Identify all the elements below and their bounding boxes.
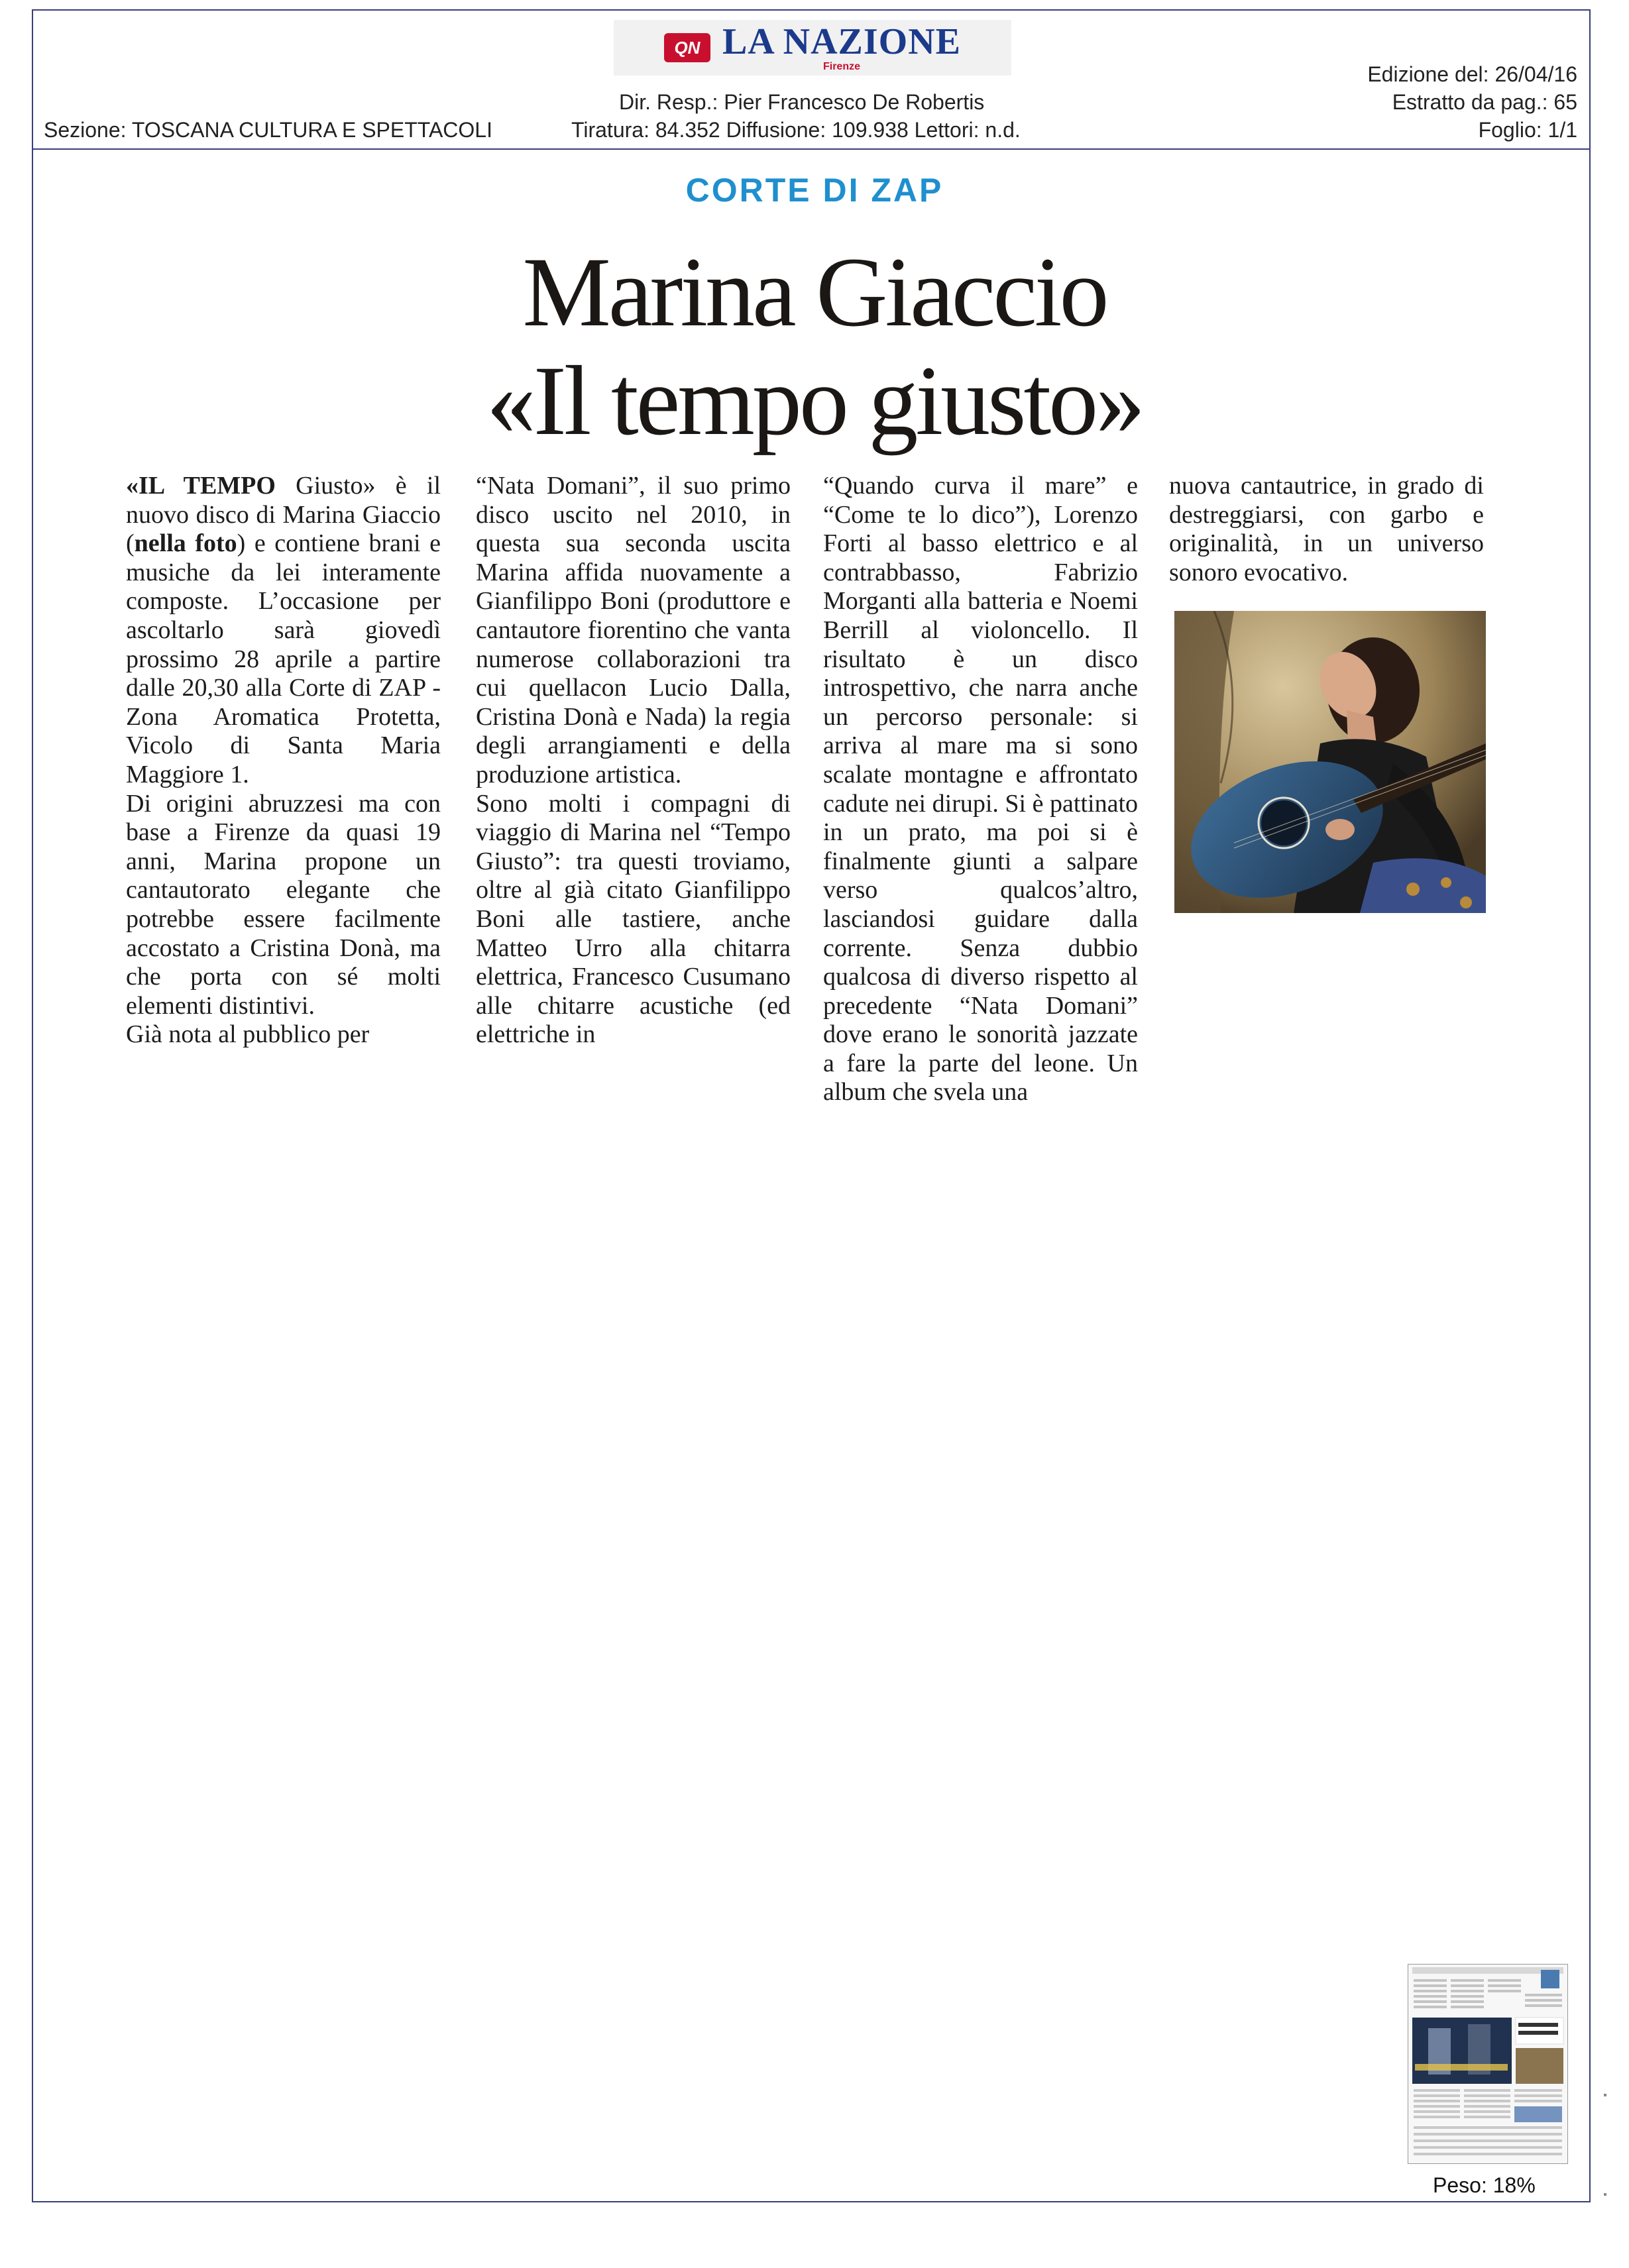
- article-column-1: [126, 472, 441, 1050]
- article-column-4: [1169, 472, 1484, 587]
- sheet-number: Foglio: 1/1: [1478, 118, 1577, 142]
- column-3-paragraph-1: “Quando curva il mare” e “Come te lo dico”), Lorenzo Forti al basso elettrico e al contrabbasso, Fabrizio Morganti alla batteria e Noemi Berrill al violoncello. Il risultato è un disco introspettivo, che narra anche un percorso personale: si arriva al mare ma si sono scalate montagne e affrontato cadute nei dirupi. Si è pattinato in un prato, ma poi si è finalmente giunti a salpare verso qualcos’altro, lasciandosi guidare dalla corrente. Senza dubbio qualcosa di diverso rispetto al precedente “Nata Domani” dove erano le sonorità jazzate a fare la parte del leone. Un album che svela una: [823, 472, 1138, 1107]
- extract-page: Estratto da pag.: 65: [1392, 90, 1577, 114]
- section-label: Sezione: TOSCANA CULTURA E SPETTACOLI: [44, 118, 492, 142]
- masthead-logo: [614, 20, 1011, 76]
- header-divider: [32, 148, 1591, 150]
- page-thumbnail: [1408, 1964, 1568, 2164]
- column-4-paragraph-1: nuova cantautrice, in grado di destreggiarsi, con garbo e originalità, in un universo sonoro evocativo.: [1169, 472, 1484, 586]
- newspaper-name: LA NAZIONE: [722, 21, 962, 62]
- column-2-paragraph-1: “Nata Domani”, il suo primo disco uscito nel 2010, in questa sua seconda uscita Marina affida nuovamente a Gianfilippo Boni (produttore e cantautore fiorentino che vanta numerose collaborazioni tra cui quellacon Lucio Dalla, Cristina Donà e Nada) la regia degli arrangiamenti e della produzione artistica.: [476, 472, 791, 788]
- qn-logo-mark: QN: [664, 33, 710, 62]
- headline-line-1: Marina Giaccio: [522, 237, 1107, 347]
- margin-mark: [1604, 2193, 1606, 2196]
- newspaper-city: Firenze: [822, 61, 860, 72]
- lead-in: «IL TEMPO: [126, 472, 276, 500]
- artist-photo: [1174, 611, 1486, 913]
- column-1-paragraph-2: Di origini abruzzesi ma con base a Firenze da quasi 19 anni, Marina propone un cantautorato elegante che potrebbe essere facilmente accostato a Cristina Donà, ma che porta con sé molti elementi distintivi.: [126, 789, 441, 1020]
- weight-label: Peso: 18%: [1433, 2173, 1536, 2197]
- edition-date: Edizione del: 26/04/16: [1367, 62, 1577, 86]
- photo-reference: nella foto: [134, 529, 237, 558]
- margin-mark: [1604, 2094, 1606, 2096]
- circulation-line: Tiratura: 84.352 Diffusione: 109.938 Lettori: n.d.: [571, 118, 1021, 142]
- article-column-3: [823, 472, 1138, 1107]
- column-1-paragraph-1: «IL TEMPO Giusto» è il nuovo disco di Marina Giaccio (nella foto) e contiene brani e musiche da lei interamente composte. L’occasione per ascoltarlo sarà giovedì prossimo 28 aprile a partire dalle 20,30 alla Corte di ZAP - Zona Aromatica Protetta, Vicolo di Santa Maria Maggiore 1.: [126, 472, 441, 788]
- director-line: Dir. Resp.: Pier Francesco De Robertis: [619, 90, 985, 114]
- column-2-paragraph-2: Sono molti i compagni di viaggio di Marina nel “Tempo Giusto”: tra questi troviamo, oltre al già citato Gianfilippo Boni alle tastiere, anche Matteo Urro alla chitarra elettrica, Francesco Cusumano alle chitarre acustiche (ed elettriche in: [476, 789, 791, 1049]
- article-kicker: CORTE DI ZAP: [685, 172, 944, 209]
- column-1-paragraph-3: Già nota al pubblico per: [126, 1020, 370, 1049]
- article-column-2: [476, 472, 791, 1050]
- headline-line-2: «Il tempo giusto»: [486, 346, 1143, 456]
